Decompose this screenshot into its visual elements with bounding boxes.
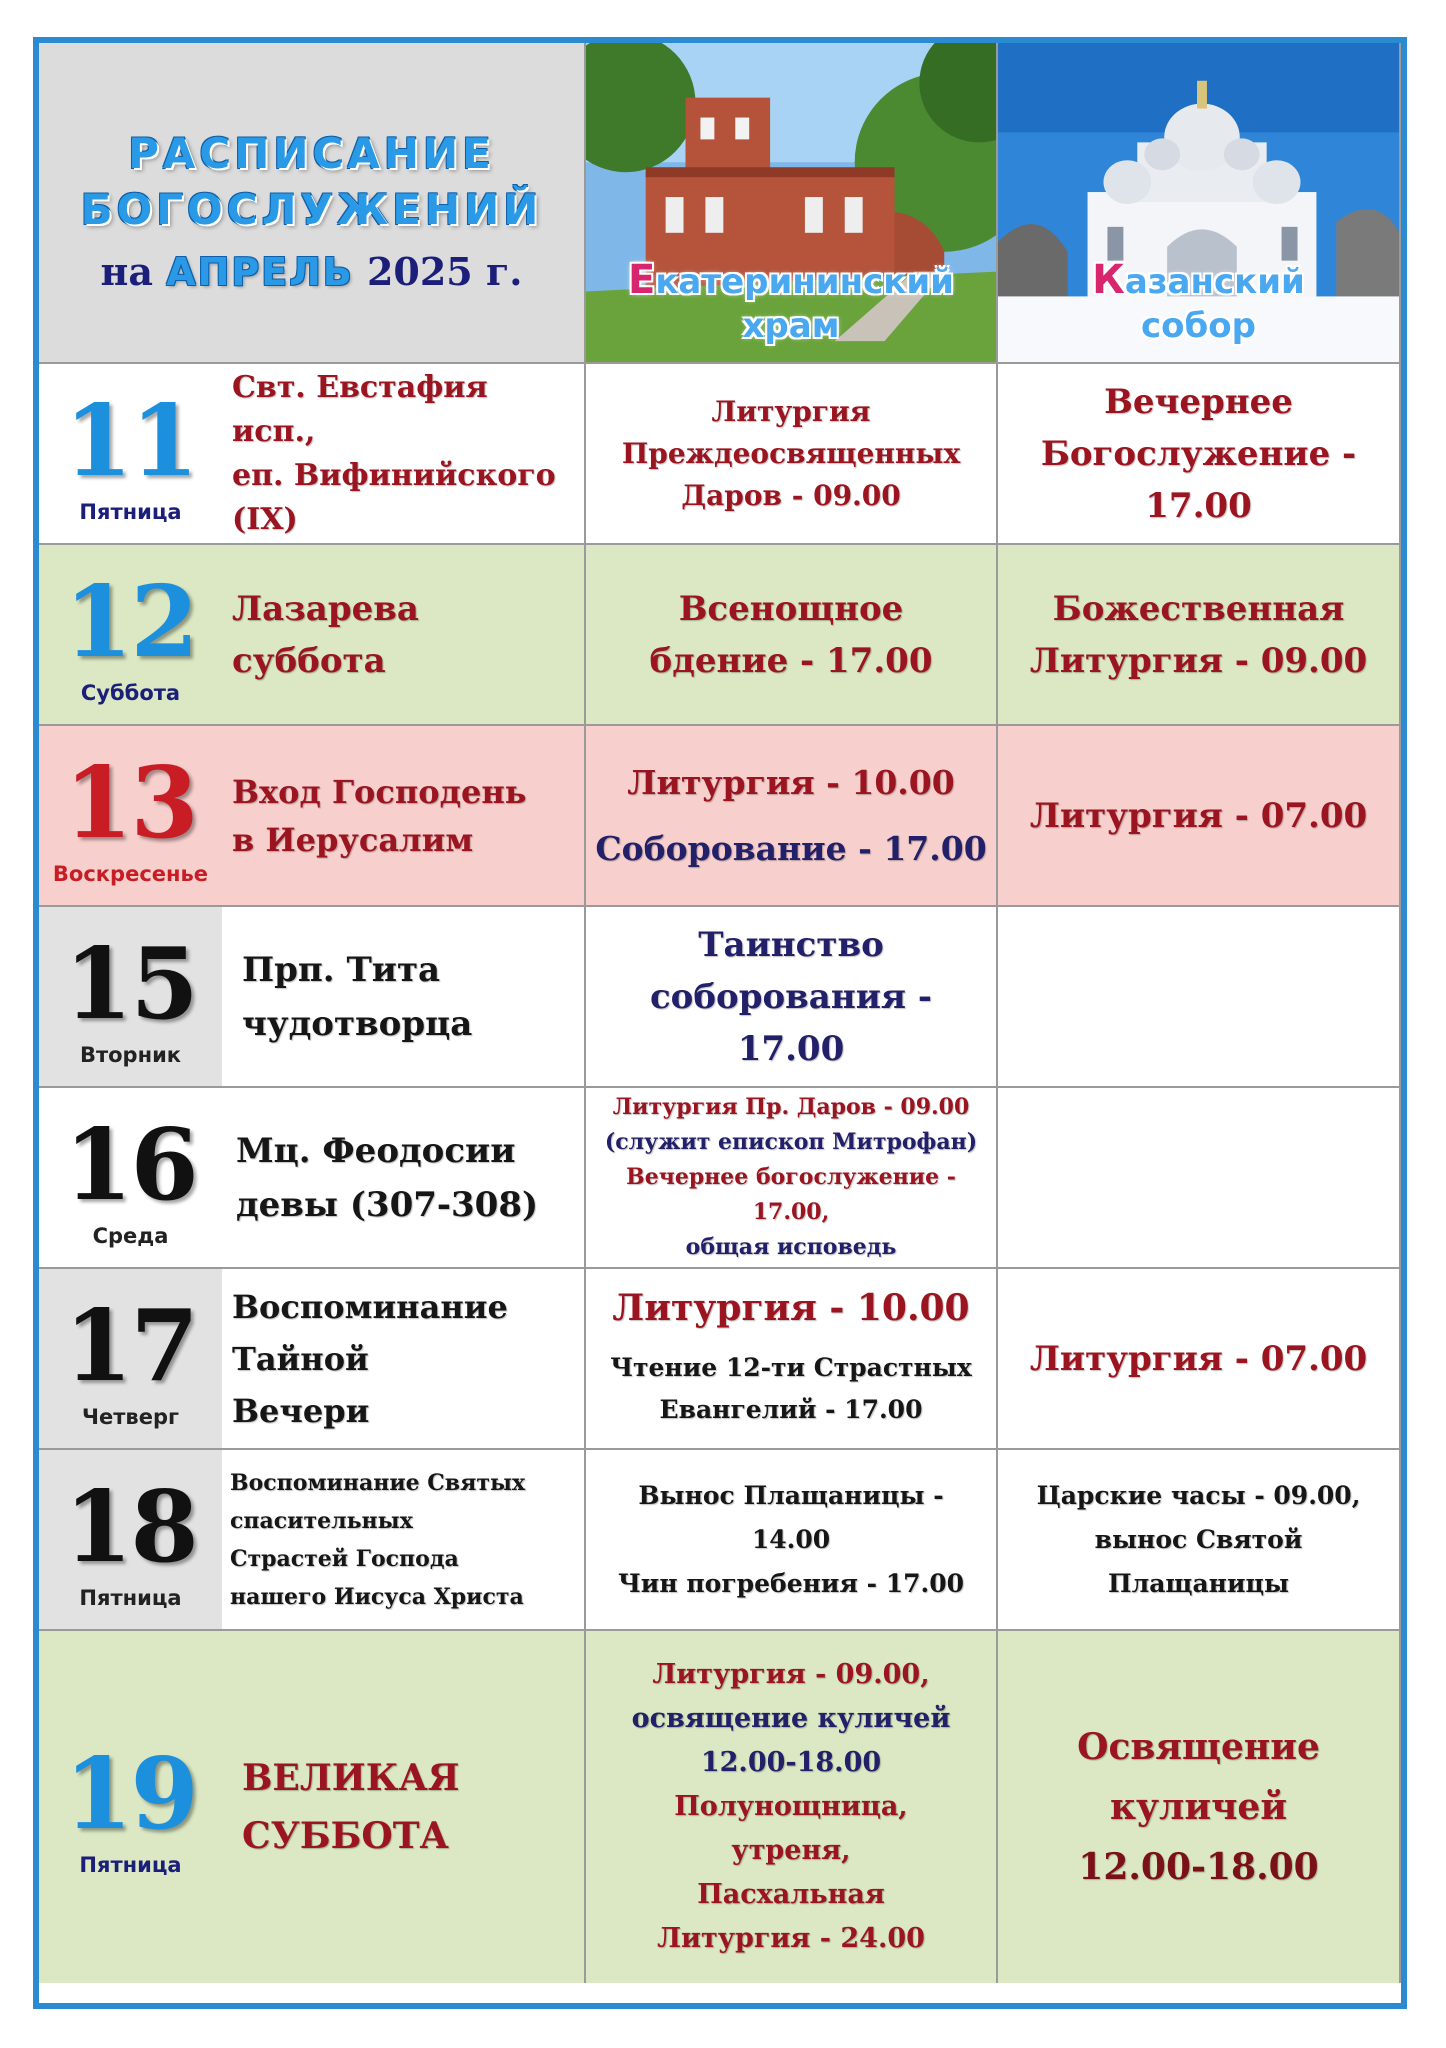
kazansky-service-cell: [998, 545, 1401, 726]
service-line: Евангелий - 17.00: [659, 1394, 923, 1424]
weekday: Среда: [92, 1223, 169, 1248]
service-line: Литургия - 07.00: [1029, 795, 1368, 836]
service-line: Вечернее богослужение - 17.00,: [626, 1164, 956, 1225]
day-cell: [39, 1088, 222, 1269]
service-line: Литургия Пр. Даров - 09.00: [612, 1094, 970, 1120]
service-line: Литургия - 07.00: [1029, 1338, 1368, 1379]
feast-cell: [222, 364, 586, 545]
feast-line: Прп. Тита: [242, 949, 441, 990]
feast-line: Вечери: [232, 1391, 370, 1430]
ekaterininsky-service-cell: [586, 1450, 998, 1631]
day-number: 12: [64, 564, 197, 680]
feast-cell: [222, 907, 586, 1088]
service-line: Полунощница,: [674, 1791, 908, 1822]
weekday: Воскресенье: [52, 861, 209, 886]
service-line: Таинство: [698, 924, 884, 965]
title-year: 2025 г.: [366, 248, 523, 294]
feast-cell: [222, 545, 586, 726]
church2-line2: собор: [1141, 306, 1256, 346]
ekaterininsky-service-cell: [586, 726, 998, 907]
service-line: соборования - 17.00: [649, 976, 932, 1069]
day-number: 19: [64, 1737, 197, 1852]
service-line: 14.00: [751, 1524, 831, 1554]
day-cell: [39, 726, 222, 907]
feast-line: ВЕЛИКАЯ: [242, 1757, 460, 1799]
title-na: на: [100, 248, 153, 294]
kazansky-service-cell: [998, 364, 1401, 545]
feast-line: Тайной: [232, 1339, 369, 1378]
church-kazansky-name: [1092, 258, 1305, 348]
church-ekaterininsky-name: [628, 258, 954, 348]
feast-cell: [222, 1450, 586, 1631]
feast-cell: [222, 1631, 586, 1983]
service-line: освящение куличей: [631, 1703, 951, 1734]
church-ekaterininsky-header: [586, 43, 998, 364]
title-line-1: РАСПИСАНИЕ: [128, 128, 495, 178]
feast-line: Мц. Феодосии: [236, 1130, 516, 1171]
schedule-title: [39, 43, 586, 364]
service-line: Чин погребения - 17.00: [617, 1568, 964, 1598]
feast-line: в Иерусалим: [232, 820, 474, 859]
day-number: 11: [64, 383, 197, 499]
day-cell: [39, 545, 222, 726]
day-cell: [39, 1269, 222, 1450]
service-line: 12.00-18.00: [700, 1747, 882, 1778]
feast-line: СУББОТА: [242, 1815, 449, 1857]
weekday: Пятница: [79, 499, 182, 524]
weekday: Пятница: [79, 1585, 182, 1610]
service-line: Преждеосвященных: [621, 436, 961, 470]
title-line-2: БОГОСЛУЖЕНИЙ: [80, 184, 543, 234]
feast-line: Воспоминание: [232, 1287, 508, 1326]
feast-line: Свт. Евстафия исп.,: [232, 369, 488, 449]
day-cell: [39, 907, 222, 1088]
service-line: Освящение: [1077, 1726, 1320, 1768]
feast-line: Вход Господень: [232, 772, 527, 811]
service-line: утреня,: [731, 1835, 851, 1866]
service-line: Вынос Плащаницы -: [638, 1480, 944, 1510]
feast-line: еп. Вифинийского: [232, 457, 556, 493]
kazansky-service-cell: [998, 1450, 1401, 1631]
church1-line2: храм: [742, 306, 840, 346]
feast-line: суббота: [232, 640, 386, 681]
feast-line: (IX): [232, 501, 298, 537]
service-line: Литургия - 10.00: [612, 1286, 970, 1329]
feast-line: чудотворца: [242, 1003, 473, 1044]
service-line: Литургия - 09.00,: [652, 1659, 930, 1690]
feast-line: Лазарева: [232, 588, 419, 629]
church1-name: катерининский: [655, 262, 954, 302]
kazansky-service-cell-empty: [998, 1088, 1401, 1269]
title-month-line: [101, 244, 523, 300]
service-line: Богослужение -: [1040, 433, 1357, 474]
ekaterininsky-service-cell: [586, 1088, 998, 1269]
weekday: Суббота: [80, 680, 181, 705]
ekaterininsky-service-cell: [586, 364, 998, 545]
service-line: Литургия - 09.00: [1029, 640, 1368, 681]
service-line: Соборование - 17.00: [595, 828, 987, 868]
service-line: (служит епископ Митрофан): [604, 1129, 978, 1155]
service-line: Литургия - 24.00: [657, 1923, 925, 1954]
schedule-table: [39, 43, 1401, 2003]
service-line: Литургия - 10.00: [627, 762, 955, 802]
service-line: вынос Святой: [1094, 1524, 1303, 1554]
title-month: АПРЕЛЬ: [166, 249, 354, 294]
service-line: Вечернее: [1104, 381, 1293, 422]
service-line: Пасхальная: [697, 1879, 885, 1910]
feast-cell: [222, 726, 586, 907]
day-cell: [39, 1450, 222, 1631]
ekaterininsky-service-cell: [586, 907, 998, 1088]
day-number: 15: [64, 926, 197, 1042]
service-line: Всенощное: [678, 588, 904, 629]
church-kazansky-header: [998, 43, 1401, 364]
day-cell: [39, 1631, 222, 1983]
weekday: Вторник: [79, 1042, 182, 1067]
service-line: Царские часы - 09.00,: [1036, 1480, 1361, 1510]
church1-capital: Е: [628, 257, 656, 303]
service-line: бдение - 17.00: [649, 640, 933, 681]
service-line: 12.00-18.00: [1078, 1846, 1319, 1888]
service-line: Плащаницы: [1107, 1568, 1290, 1598]
service-line: Даров - 09.00: [681, 478, 901, 512]
weekday: Четверг: [82, 1404, 179, 1429]
ekaterininsky-service-cell: [586, 1269, 998, 1450]
service-line: 17.00: [1145, 485, 1252, 526]
day-number: 18: [64, 1469, 197, 1585]
day-number: 16: [64, 1107, 197, 1223]
service-line: Литургия: [711, 394, 871, 428]
service-line: общая исповедь: [685, 1234, 897, 1260]
feast-line: Страстей Господа: [230, 1545, 459, 1572]
kazansky-service-cell: [998, 1269, 1401, 1450]
feast-cell: [222, 1088, 586, 1269]
day-number: 13: [64, 745, 197, 861]
feast-cell: [222, 1269, 586, 1450]
service-line: Чтение 12-ти Страстных: [610, 1352, 972, 1382]
ekaterininsky-service-cell: [586, 1631, 998, 1983]
church2-capital: К: [1092, 257, 1125, 303]
feast-line: Воспоминание Святых: [230, 1469, 526, 1496]
church2-name: азанский: [1124, 262, 1305, 302]
kazansky-service-cell: [998, 726, 1401, 907]
kazansky-service-cell: [998, 1631, 1401, 1983]
day-number: 17: [64, 1288, 197, 1404]
feast-line: девы (307-308): [236, 1184, 539, 1225]
day-cell: [39, 364, 222, 545]
feast-line: спасительных: [230, 1507, 413, 1534]
schedule-frame: [33, 37, 1407, 2009]
weekday: Пятница: [79, 1853, 182, 1877]
ekaterininsky-service-cell: [586, 545, 998, 726]
kazansky-service-cell-empty: [998, 907, 1401, 1088]
service-line: Божественная: [1052, 588, 1345, 629]
service-line: куличей: [1109, 1786, 1288, 1828]
feast-line: нашего Иисуса Христа: [230, 1583, 524, 1610]
